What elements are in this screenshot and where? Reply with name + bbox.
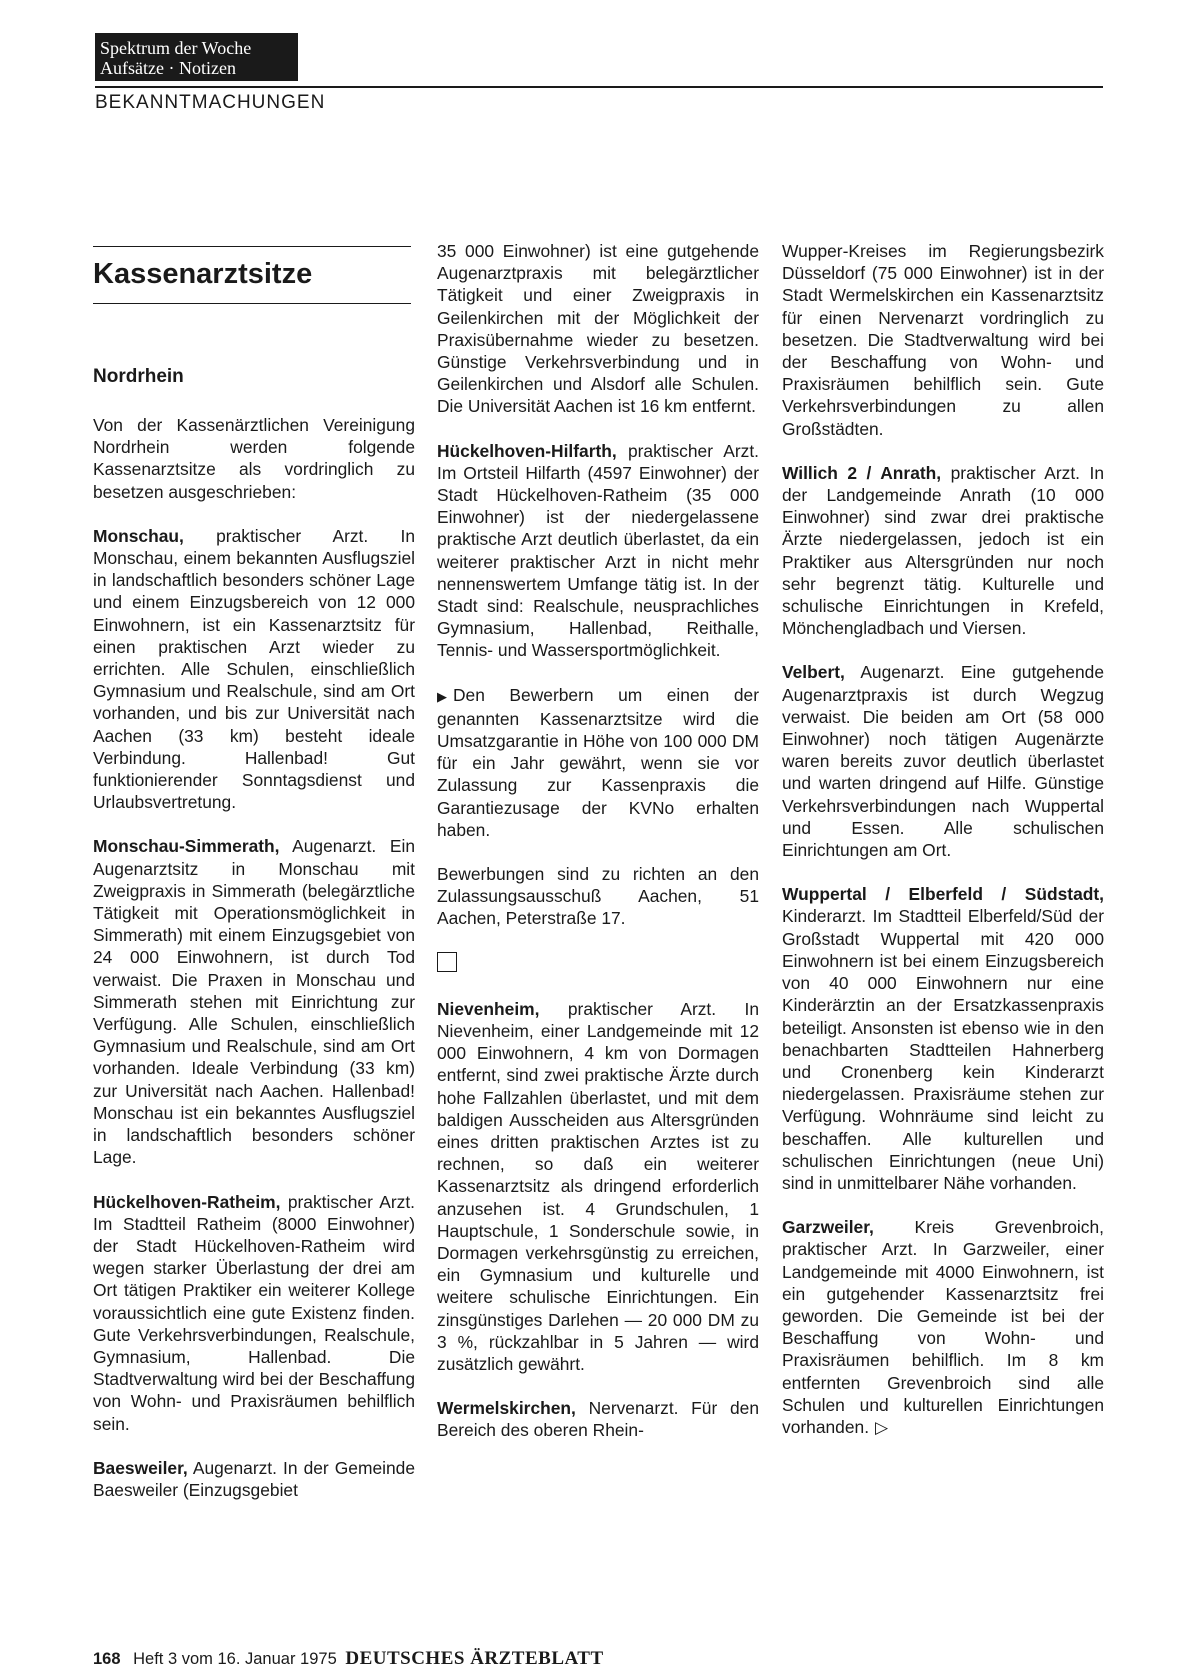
section-label: BEKANNTMACHUNGEN	[95, 92, 326, 113]
entry-place: Wuppertal / Elberfeld / Südstadt,	[782, 884, 1104, 905]
issue-info: Heft 3 vom 16. Januar 1975	[133, 1650, 337, 1668]
journal-name: DEUTSCHES ÄRZTEBLATT	[345, 1648, 604, 1669]
page-footer	[93, 1648, 604, 1670]
entry-paragraph	[93, 525, 415, 814]
entry-paragraph	[93, 1191, 415, 1435]
entry-paragraph	[782, 1216, 1104, 1439]
notice-text: Den Bewerbern um einen der genannten Kassenarztsitze wird die Umsatzgarantie in Höhe von 100 000 DM für ein Jahr gewährt, wenn sie vor Zulassung zur Kassenpraxis die Garantiezusage der KVNo erhalten haben.	[437, 684, 759, 840]
column-1	[93, 240, 415, 1501]
entry-place: Hückelhoven-Ratheim,	[93, 1191, 281, 1212]
page-number: 168	[93, 1650, 121, 1668]
entry-text: Kreis Grevenbroich, praktischer Arzt. In Garzweiler, einer Landgemeinde mit 4000 Einwohnern, ist ein gutgehender Kassenarztsitz frei geworden. Die Gemeinde ist bei der Beschaffung von Wohn- und Praxisräumen behilflich. Im 8 km entfernten Grevenbroich sind alle Schulen und kulturellen Einrichtungen vorhanden.	[782, 1217, 1104, 1437]
entry-place: Baesweiler,	[93, 1457, 188, 1478]
entry-place: Wermelskirchen,	[437, 1398, 576, 1419]
entry-place: Garzweiler,	[782, 1217, 874, 1238]
entry-text: praktischer Arzt. In Monschau, einem bekannten Ausflugsziel in landschaftlich besonders schöner Lage und einem Einzugsbereich von 12 000 Einwohnern, ist ein Kassenarztsitz für einen praktischen Arzt wieder zu errichten. Alle Schulen, einschließlich Gymnasium und Realschule, sind am Ort vorhanden, und bis zur Universität nach Aachen (33 km) besteht ideale Verbindung. Hallenbad! Gut funktionierender Sonntagsdienst und Urlaubsvertretung.	[93, 525, 415, 813]
end-square-icon	[437, 952, 457, 972]
continuation-paragraph: Wupper-Kreises im Regierungsbezirk Düsseldorf (75 000 Einwohner) ist in der Stadt Wermelskirchen ein Kassenarztsitz für einen Nervenarzt vordringlich zu besetzen. Die Stadtverwaltung wird bei der Beschaffung von Wohn- und Praxisräumen behilflich sein. Gute Verkehrsverbindungen zu allen Großstädten.	[782, 241, 1104, 439]
entry-place: Monschau-Simmerath,	[93, 836, 280, 857]
entry-place: Hückelhoven-Hilfarth,	[437, 440, 617, 461]
entry-paragraph	[437, 1397, 759, 1441]
entry-text: praktischer Arzt. Im Ortsteil Hilfarth (4597 Einwohner) der Stadt Hückelhoven-Ratheim (35 000 Einwohner) ist der niedergelassene praktische Arzt deutlich überlastet, da ein weiterer praktischer Arzt in nicht mehr nennenswertem Umfange tätig ist. In der Stadt sind: Realschule, neusprachliches Gymnasium, Hallenbad, Reithalle, Tennis- und Wassersportmöglichkeit.	[437, 440, 759, 661]
entry-place: Monschau,	[93, 525, 184, 546]
entry-text: Nervenarzt. Für den Bereich des oberen Rhein-	[437, 1398, 759, 1441]
entry-text: Augenarzt. Ein Augenarztsitz in Monschau mit Zweigpraxis in Simmerath (belegärztliche Tätigkeit mit Operationsmöglichkeit in Simmerath) mit einem Einzugsgebiet von 24 000 Einwohnern, ist durch Tod verwaist. Die Praxen in Monschau und Simmerath stehen mit Einrichtung zur Verfügung. Alle Schulen, einschließlich Gymnasium und Realschule, sind am Ort vorhanden. Ideale Verbindung (33 km) zur Universität nach Aachen. Hallenbad! Monschau ist ein bekanntes Ausflugsziel in landschaftlich besonders schöner Lage.	[93, 836, 416, 1168]
entry-paragraph	[782, 883, 1104, 1194]
header-rule	[95, 86, 1103, 88]
entry-text: Augenarzt. Eine gutgehende Augenarztpraxis ist durch Wegzug verwaist. Die beiden am Ort (58 000 Einwohner) noch tätigen Augenärzte waren bereits zuvor deutlich überlastet und warten dringend auf Hilfe. Günstige Verkehrsverbindungen nach Wuppertal und Essen. Alle schulischen Einrichtungen am Ort.	[782, 662, 1104, 861]
entry-paragraph	[93, 1457, 415, 1501]
entry-paragraph	[93, 835, 415, 1168]
badge-line-1: Spektrum der Woche	[100, 38, 252, 58]
entry-paragraph	[782, 661, 1104, 861]
continue-arrow-icon: ▷	[875, 1417, 889, 1437]
entry-place: Willich 2 / Anrath,	[782, 462, 942, 483]
entry-paragraph	[437, 440, 759, 662]
entry-place: Nievenheim,	[437, 998, 540, 1019]
entry-text: praktischer Arzt. In Nievenheim, einer Landgemeinde mit 12 000 Einwohnern, 4 km von Dormagen entfernt, sind zwei praktische Ärzte durch hohe Fallzahlen überlastet, und mit dem baldigen Ausscheiden aus Altersgründen eines dritten praktischen Arztes ist zu rechnen, so daß ein weiterer Kassenarztsitz als dringend erforderlich anzusehen ist. 4 Grundschulen, 1 Hauptschule, 1 Sonderschule sowie, in Dormagen verkehrsgünstig zu erreichen, ein Gymnasium und kulturelle und weitere schulische Einrichtungen. Ein zinsgünstiges Darlehen — 20 000 DM zu 3 %, rückzahlbar in 5 Jahren — wird zusätzlich gewährt.	[437, 998, 759, 1374]
intro-paragraph: Von der Kassenärztlichen Vereinigung Nordrhein werden folgende Kassenarztsitze als vordringlich zu besetzen ausgeschrieben:	[93, 415, 415, 502]
column-2	[437, 240, 759, 1442]
entry-place: Velbert,	[782, 662, 845, 683]
article-title: Kassenarztsitze	[93, 258, 313, 290]
entry-text: Kinderarzt. Im Stadtteil Elberfeld/Süd der Großstadt Wuppertal mit 420 000 Einwohnern ist bei einem Einzugsbereich von 40 000 Einwohnern nur eine Kinderärztin an der Ersatzkassenpraxis beteiligt. Ansonsten ist ebenso wie in den benachbarten Stadtteilen Hahnerberg und Cronenberg kein Kinderarzt niedergelassen. Praxisräume stehen zur Verfügung. Wohnräume sind leicht zu beschaffen. Alle kulturellen und schulischen Einrichtungen (neue Uni) sind in unmittelbarer Nähe vorhanden.	[782, 906, 1104, 1193]
entry-paragraph	[782, 462, 1104, 640]
region-heading: Nordrhein	[93, 366, 184, 387]
applications-paragraph: Bewerbungen sind zu richten an den Zulassungsausschuß Aachen, 51 Aachen, Peterstraße 17.	[437, 864, 759, 929]
column-3	[782, 240, 1104, 1439]
entry-text: praktischer Arzt. Im Stadtteil Ratheim (8000 Einwohner) der Stadt Hückelhoven-Ratheim wird wegen starker Überlastung der drei am Ort tätigen Praktiker ein weiterer Kollege voraussichtlich eine gute Existenz finden. Gute Verkehrsverbindungen, Realschule, Gymnasium, Hallenbad. Die Stadtverwaltung wird bei der Beschaffung von Wohn- und Praxisräumen behilflich sein.	[93, 1191, 415, 1434]
notice-paragraph	[437, 684, 759, 841]
title-block	[93, 246, 411, 304]
entry-paragraph	[437, 998, 759, 1375]
entry-text: Augenarzt. In der Gemeinde Baesweiler (Einzugsgebiet	[93, 1457, 416, 1500]
badge-line-2: Aufsätze · Notizen	[100, 58, 236, 78]
section-badge	[95, 33, 298, 81]
arrow-right-icon: ▶	[437, 688, 447, 704]
entry-text: praktischer Arzt. In der Landgemeinde Anrath (10 000 Einwohner) sind zwar drei praktische Ärzte niedergelassen, jedoch ist ein Praktiker aus Altersgründen nur noch sehr begrenzt tätig. Kulturelle und schulische Einrichtungen in Krefeld, Mönchengladbach und Viersen.	[782, 462, 1104, 639]
continuation-paragraph: 35 000 Einwohner) ist eine gutgehende Augenarztpraxis mit belegärztlicher Tätigkeit und einer Zweigpraxis in Geilenkirchen mit der Möglichkeit der Praxisübernahme wieder zu besetzen. Günstige Verkehrsverbindung und in Geilenkirchen und Alsdorf alle Schulen. Die Universität Aachen ist 16 km entfernt.	[437, 241, 759, 417]
